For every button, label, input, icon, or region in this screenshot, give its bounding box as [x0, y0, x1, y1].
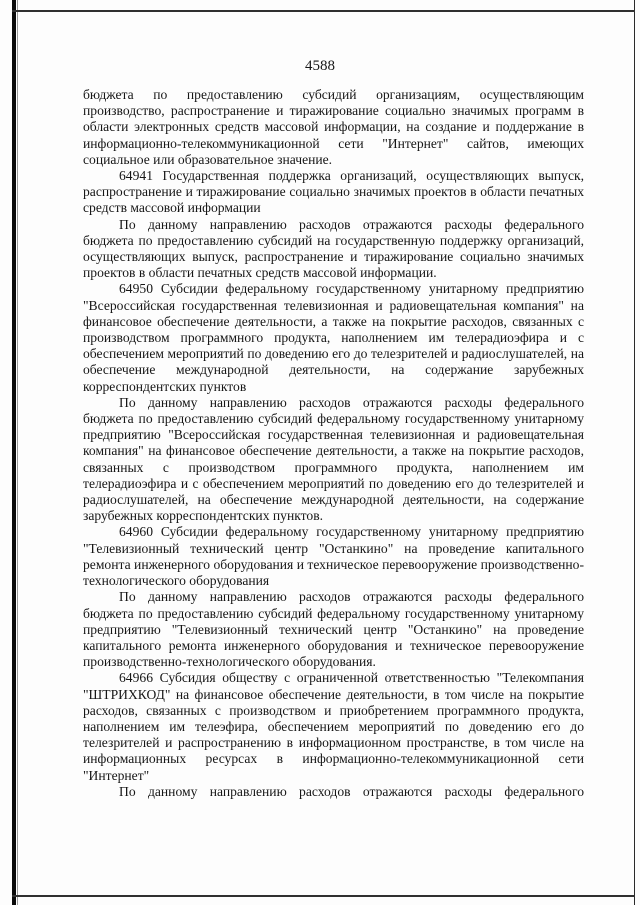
scan-border-left	[12, 0, 16, 905]
paragraph: 64960 Субсидии федеральному государственному унитарному предприятию "Телевизионный технический центр "Останкино" на проведение капитального ремонта инженерного оборудования и техническое перевооружение производственно-технологического оборудования	[83, 524, 584, 589]
document-body	[83, 87, 584, 800]
scan-border-top	[12, 10, 635, 12]
scan-border-right	[634, 0, 635, 905]
paragraph: 64966 Субсидия обществу с ограниченной ответственностью "Телекомпания "ШТРИХКОД" на финансовое обеспечение деятельности, в том числе на покрытие расходов, связанных с производством и приобретением программного продукта, наполнением им телеэфира, обеспечением мероприятий по доведению его до телезрителей и распространению в информационном пространстве, в том числе на информационных ресурсах в информационно-телекоммуникационной сети "Интернет"	[83, 670, 584, 783]
scan-border-left-inner	[17, 0, 18, 905]
paragraph: 64941 Государственная поддержка организаций, осуществляющих выпуск, распространение и тиражирование социально значимых проектов в области печатных средств массовой информации	[83, 168, 584, 216]
paragraph: По данному направлению расходов отражаются расходы федерального бюджета по предоставлению субсидий федеральному государственному унитарному предприятию "Всероссийская государственная телевизионная и радиовещательная компания" на финансовое обеспечение деятельности, а также на покрытие расходов, связанных с производством программного продукта, наполнением им телерадиоэфира и с обеспечением мероприятий по доведению его до телезрителей и радиослушателей, на обеспечение международной деятельности, на содержание зарубежных корреспондентских пунктов.	[83, 394, 584, 524]
paragraph: бюджета по предоставлению субсидий организациям, осуществляющим производство, распространение и тиражирование социально значимых программ в области электронных средств массовой информации, на создание и поддержание в информационно-телекоммуникационной сети "Интернет" сайтов, имеющих социальное или образовательное значение.	[83, 87, 584, 167]
paragraph: По данному направлению расходов отражаются расходы федерального бюджета по предоставлению субсидий федеральному государственному унитарному предприятию "Телевизионный технический центр "Останкино" на проведение капитального ремонта инженерного оборудования и техническое перевооружение производственно-технологического оборудования.	[83, 589, 584, 670]
scan-border-bottom	[12, 895, 635, 897]
page-number: 4588	[305, 58, 335, 74]
paragraph: По данному направлению расходов отражаются расходы федерального	[119, 783, 584, 799]
paragraph: По данному направлению расходов отражаются расходы федерального бюджета по предоставлению субсидий на государственную поддержку организаций, осуществляющих выпуск, распространение и тиражирование социально значимых проектов в области печатных средств массовой информации.	[83, 216, 584, 281]
paragraph: 64950 Субсидии федеральному государственному унитарному предприятию "Всероссийская государственная телевизионная и радиовещательная компания" на финансовое обеспечение деятельности, а также на покрытие расходов, связанных с производством программного продукта, наполнением им телерадиоэфира и с обеспечением мероприятий по доведению его до телезрителей и радиослушателей, на обеспечение международной деятельности, на содержание зарубежных корреспондентских пунктов	[83, 281, 584, 394]
